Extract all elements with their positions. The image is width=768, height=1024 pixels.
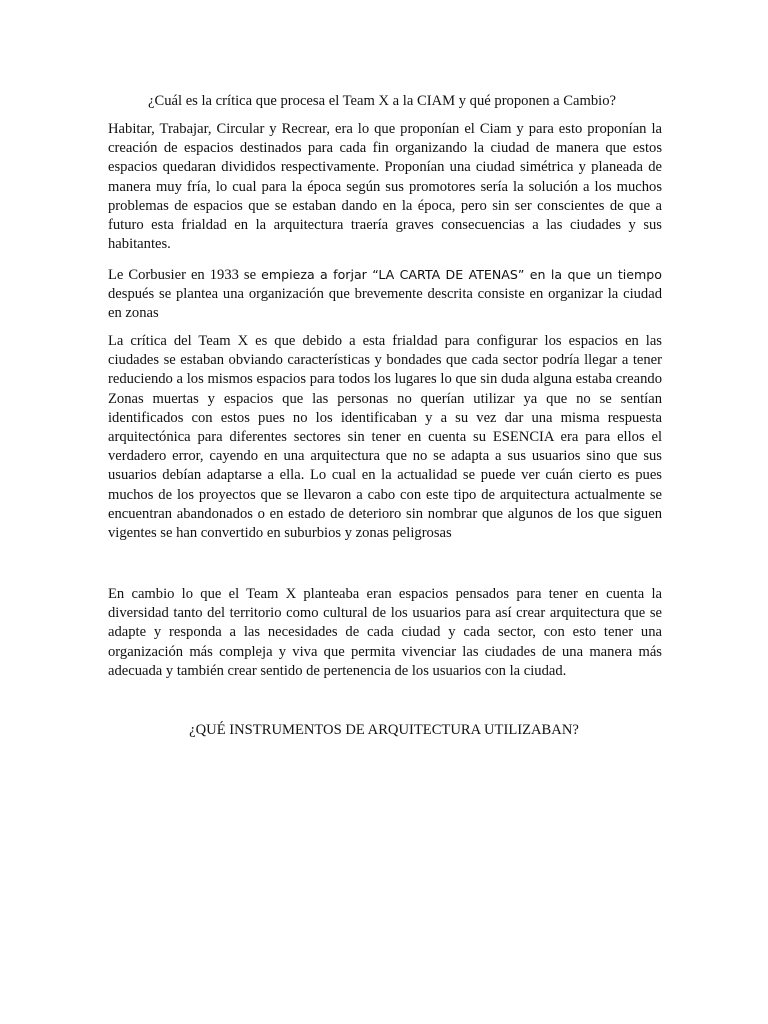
paragraph-le-corbusier-start: Le Corbusier en 1933 se: [108, 267, 262, 283]
paragraph-le-corbusier: [108, 265, 662, 324]
paragraph-le-corbusier-highlight: empieza a forjar “LA CARTA DE ATENAS” en la que un tiempo: [261, 267, 662, 282]
paragraph-team-x-proposal: En cambio lo que el Team X planteaba eran espacios pensados para tener en cuenta la diversidad tanto del territorio como cultural de los usuarios para así crear arquitectura que se adapte y responda a las necesidades de cada ciudad y cada sector, con esto tener una organización más compleja y viva que permita vivenciar las ciudades de una manera más adecuada y también crear sentido de pertenencia de los usuarios con la ciudad.: [108, 586, 662, 679]
paragraph-ciam-proposal: Habitar, Trabajar, Circular y Recrear, era lo que proponían el Ciam y para esto proponían la creación de espacios destinados para cada fin organizando la ciudad de manera que estos espacios quedaran divididos respectivamente. Proponían una ciudad simétrica y planeada de manera muy fría, lo cual para la época según sus promotores sería la solución a los muchos problemas de espacios que se estaban dando en la época, pero sin ser conscientes de que a futuro esta frialdad en la arquitectura traería graves consecuencias a las ciudades y sus habitantes.: [108, 121, 662, 253]
question-heading-instruments: ¿QUÉ INSTRUMENTOS DE ARQUITECTURA UTILIZABAN?: [189, 722, 579, 738]
paragraph-le-corbusier-end: después se plantea una organización que brevemente descrita consiste en organizar la ciudad en zonas: [108, 286, 662, 322]
paragraph-team-x-critique: La crítica del Team X es que debido a esta frialdad para configurar los espacios en las ciudades se estaban obviando características y bondades que cada sector podría llegar a tener reduciendo a los mismos espacios para todos los lugares lo que sin duda alguna estaba creando Zonas muertas y espacios que las personas no querían utilizar ya que no se sentían identificados con estos pues no los identificaban y a su vez dar una misma respuesta arquitectónica para diferentes sectores sin tener en cuenta su ESENCIA era para ellos el verdadero error, cayendo en una arquitectura que no se adapta a sus usuarios sino que sus usuarios debían adaptarse a ella. Lo cual en la actualidad se puede ver cuán cierto es pues muchos de los proyectos que se llevaron a cabo con este tipo de arquitectura actualmente se encuentran abandonados o en estado de deterioro sin nombrar que algunos de los que siguen vigentes se han convertido en suburbios y zonas peligrosas: [108, 333, 662, 542]
question-heading-critique: ¿Cuál es la crítica que procesa el Team X a la CIAM y qué proponen a Cambio?: [148, 93, 616, 109]
